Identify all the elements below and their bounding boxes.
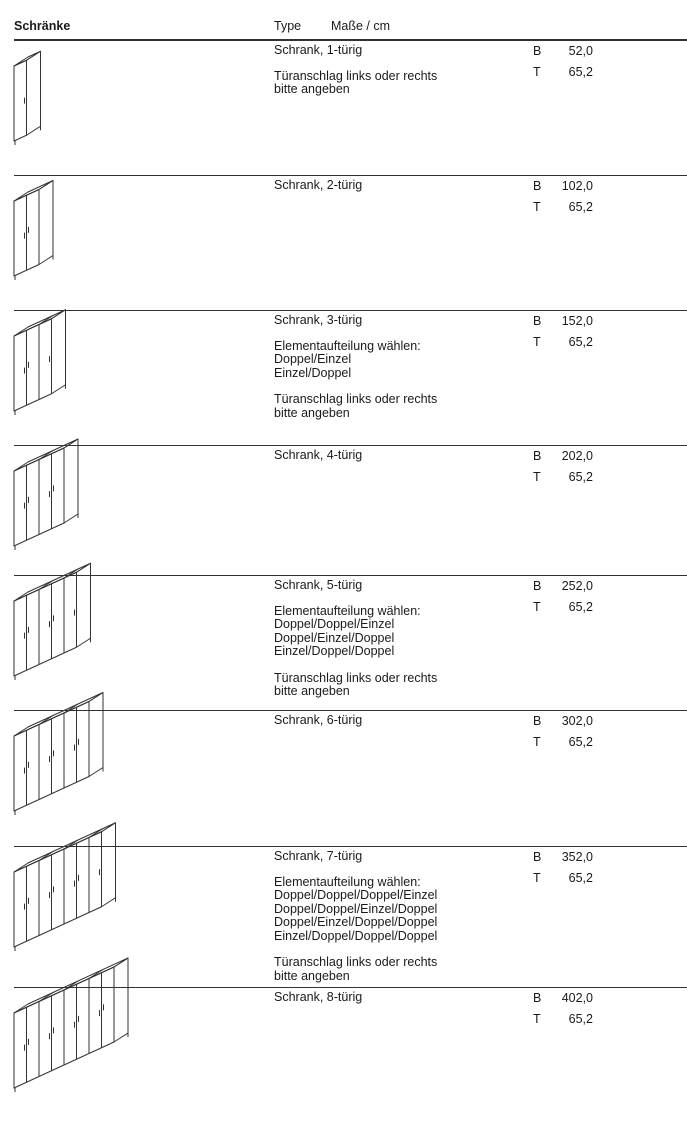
product-note: [274, 70, 514, 97]
cabinet-side: [39, 181, 53, 265]
note-line: Doppel/Doppel/Einzel/Doppel: [274, 901, 438, 916]
cabinet-outline: [14, 310, 66, 411]
dimension-value: 65,2: [568, 735, 593, 749]
dimension-label: B: [533, 991, 542, 1005]
depth-dimension: [533, 735, 593, 756]
wardrobe-illustration: [12, 579, 142, 704]
note-line: Elementaufteilung wählen:: [274, 874, 421, 889]
element-divider-top: [39, 993, 53, 1002]
product-dimensions: [533, 449, 593, 491]
dimension-value: 52,0: [568, 44, 593, 58]
dimension-value: 302,0: [561, 714, 593, 728]
product-description: [274, 991, 514, 1017]
dimension-value: 65,2: [568, 200, 593, 214]
depth-dimension: [533, 335, 593, 356]
product-name: Schrank, 7-türig: [274, 849, 363, 863]
product-name: Schrank, 6-türig: [274, 713, 363, 727]
dimension-value: 65,2: [568, 470, 593, 484]
note-line: bitte angeben: [274, 82, 350, 96]
product-description: [274, 179, 514, 205]
wardrobe-illustration: [12, 314, 142, 439]
dimension-value: 102,0: [561, 179, 593, 193]
product-row: [0, 710, 687, 846]
depth-dimension: [533, 200, 593, 221]
section-title: Schränke: [14, 19, 71, 33]
product-dimensions: [533, 850, 593, 892]
row-divider: [14, 310, 687, 311]
note-line: Doppel/Einzel/Doppel/Doppel: [274, 915, 438, 929]
dimension-value: 65,2: [568, 65, 593, 79]
row-divider: [14, 846, 687, 847]
cabinet-top: [14, 181, 53, 202]
dimension-label: B: [533, 579, 542, 593]
table-header: [0, 0, 687, 40]
width-dimension: [533, 579, 593, 600]
element-divider-top: [39, 852, 53, 861]
note-line: bitte angeben: [274, 684, 350, 698]
width-dimension: [533, 850, 593, 871]
product-row: [0, 575, 687, 710]
note-line: Türanschlag links oder rechts: [274, 670, 438, 685]
dimension-value: 65,2: [568, 1012, 593, 1026]
note-line: Elementaufteilung wählen:: [274, 338, 421, 353]
row-divider: [14, 40, 687, 41]
product-dimensions: [533, 991, 593, 1033]
product-description: [274, 449, 514, 475]
product-note: [274, 340, 514, 381]
row-divider: [14, 445, 687, 446]
element-divider-top: [39, 716, 53, 725]
depth-dimension: [533, 600, 593, 621]
product-row: [0, 175, 687, 310]
width-dimension: [533, 991, 593, 1012]
product-name: Schrank, 8-türig: [274, 990, 363, 1004]
dimensions-column-header: Maße / cm: [331, 19, 391, 33]
product-name: Schrank, 2-türig: [274, 178, 363, 192]
depth-dimension: [533, 871, 593, 892]
product-row: [0, 310, 687, 445]
product-row: [0, 445, 687, 575]
dimension-label: T: [533, 470, 541, 484]
dimension-label: B: [533, 850, 542, 864]
product-name: Schrank, 5-türig: [274, 578, 363, 592]
dimension-label: T: [533, 735, 541, 749]
note-line: Doppel/Einzel/Doppel: [274, 630, 395, 645]
wardrobe-illustration: [12, 179, 142, 304]
note-line: Einzel/Doppel: [274, 365, 352, 380]
width-dimension: [533, 714, 593, 735]
dimension-label: T: [533, 600, 541, 614]
element-divider-top: [39, 451, 53, 460]
dimension-label: T: [533, 1012, 541, 1026]
product-row: [0, 987, 687, 1130]
cabinet-top: [14, 310, 66, 336]
dimension-value: 252,0: [561, 579, 593, 593]
product-dimensions: [533, 44, 593, 86]
product-row: [0, 40, 687, 175]
cabinet-front: [14, 572, 77, 676]
dimension-value: 65,2: [568, 335, 593, 349]
row-divider: [14, 575, 687, 576]
product-row: [0, 846, 687, 987]
product-note: [274, 605, 514, 659]
note-line: Elementaufteilung wählen:: [274, 603, 421, 618]
dimension-value: 152,0: [561, 314, 593, 328]
dimension-label: T: [533, 335, 541, 349]
cabinet-side: [27, 51, 41, 135]
dimension-label: B: [533, 314, 542, 328]
depth-dimension: [533, 65, 593, 86]
product-description: [274, 44, 514, 110]
product-dimensions: [533, 579, 593, 621]
width-dimension: [533, 314, 593, 335]
note-line: Türanschlag links oder rechts: [274, 955, 438, 969]
product-dimensions: [533, 714, 593, 756]
dimension-label: B: [533, 179, 542, 193]
dimension-label: T: [533, 65, 541, 79]
product-dimensions: [533, 314, 593, 356]
product-note: [274, 672, 514, 699]
note-line: Doppel/Doppel/Einzel: [274, 617, 395, 631]
cabinet-outline: [14, 51, 41, 141]
note-line: Doppel/Doppel/Doppel/Einzel: [274, 888, 438, 902]
wardrobe-illustration: [12, 44, 142, 169]
product-note: [274, 956, 514, 983]
row-divider: [14, 987, 687, 988]
dimension-label: T: [533, 200, 541, 214]
wardrobe-illustration: [12, 850, 142, 975]
dimension-value: 202,0: [561, 449, 593, 463]
product-name: Schrank, 4-türig: [274, 448, 363, 462]
product-description: [274, 579, 514, 712]
cabinet-side: [52, 310, 66, 394]
product-description: [274, 714, 514, 740]
dimension-label: T: [533, 871, 541, 885]
cabinet-side: [64, 439, 78, 523]
product-name: Schrank, 1-türig: [274, 43, 363, 57]
note-line: Einzel/Doppel/Doppel/Doppel: [274, 928, 438, 943]
dimension-value: 65,2: [568, 600, 593, 614]
cabinet-outline: [14, 181, 53, 277]
note-line: Einzel/Doppel/Doppel: [274, 644, 395, 658]
dimension-value: 402,0: [561, 991, 593, 1005]
depth-dimension: [533, 470, 593, 491]
wardrobe-illustration: [12, 991, 142, 1116]
product-description: [274, 850, 514, 996]
element-divider-top: [39, 581, 53, 590]
width-dimension: [533, 179, 593, 200]
dimension-label: B: [533, 449, 542, 463]
width-dimension: [533, 449, 593, 470]
cabinet-outline: [14, 563, 91, 676]
dimension-value: 352,0: [561, 850, 593, 864]
type-column-header: Type: [274, 19, 302, 33]
note-line: Türanschlag links oder rechts: [274, 68, 438, 83]
note-line: Doppel/Einzel: [274, 352, 352, 366]
dimension-value: 65,2: [568, 871, 593, 885]
dimension-label: B: [533, 714, 542, 728]
product-name: Schrank, 3-türig: [274, 313, 363, 327]
note-line: Türanschlag links oder rechts: [274, 392, 438, 406]
product-note: [274, 393, 514, 420]
dimension-label: B: [533, 44, 542, 58]
product-dimensions: [533, 179, 593, 221]
note-line: bitte angeben: [274, 968, 350, 983]
wardrobe-illustration: [12, 714, 142, 839]
note-line: bitte angeben: [274, 405, 350, 420]
product-note: [274, 876, 514, 944]
row-divider: [14, 175, 687, 176]
wardrobe-illustration: [12, 449, 142, 574]
row-divider: [14, 710, 687, 711]
width-dimension: [533, 44, 593, 65]
depth-dimension: [533, 1012, 593, 1033]
element-divider-top: [39, 316, 53, 325]
product-description: [274, 314, 514, 433]
